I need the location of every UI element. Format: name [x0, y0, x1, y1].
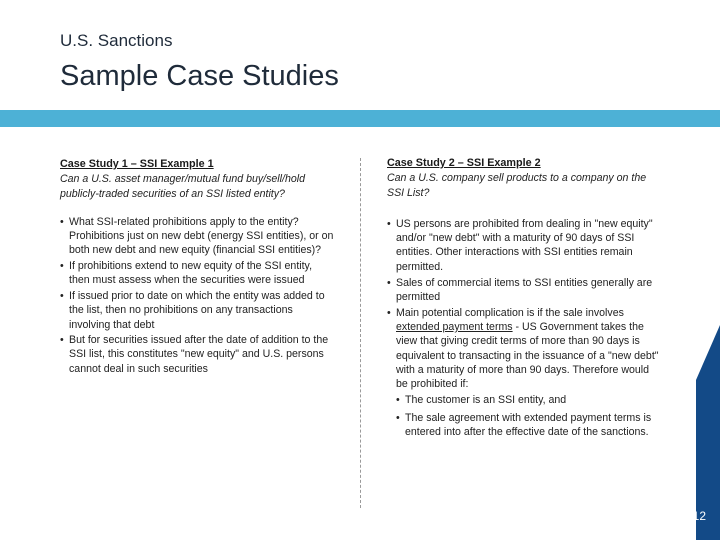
page-title: Sample Case Studies: [60, 60, 339, 92]
list-item: • If prohibitions extend to new equity of the SSI entity, then must assess when the securities were issued: [60, 259, 335, 288]
list-item: • US persons are prohibited from dealing in "new equity" and/or "new debt" with a maturity of 90 days of SSI entities. Other interactions with SSI entities remain permitted.: [387, 217, 659, 274]
case-study-2-heading: Case Study 2 – SSI Example 2: [387, 157, 541, 169]
case-study-2-bullets: [387, 217, 659, 439]
section-eyebrow: U.S. Sanctions: [60, 31, 173, 50]
case-study-1: [60, 157, 335, 377]
list-item: • But for securities issued after the date of addition to the SSI list, this constitutes "new equity" and U.S. persons cannot deal in such securities: [60, 333, 335, 376]
case-study-2: [387, 156, 659, 442]
list-item: • What SSI-related prohibitions apply to the entity? Prohibitions just on new debt (energy SSI entities), or on both new debt and new equity (financial SSI entities)?: [60, 215, 335, 258]
case-study-1-bullets: [60, 215, 335, 376]
sub-bullets: [396, 393, 659, 439]
list-item: • The customer is an SSI entity, and: [396, 393, 659, 407]
list-item: • The sale agreement with extended payment terms is entered into after the effective date of the sanctions.: [396, 411, 659, 440]
list-item: • If issued prior to date on which the entity was added to the list, then no prohibitions on any transactions involving that debt: [60, 289, 335, 332]
list-item: [387, 306, 659, 440]
bullet-text: - US Government takes the view that giving credit terms of more than 90 days is equivalent to transacting in the issuance of a "new debt" with a maturity of more than 90 days. Therefore would be prohibited if:: [396, 320, 659, 391]
page-number: 12: [692, 509, 706, 523]
corner-accent-shape: [696, 325, 720, 540]
case-study-1-question: Can a U.S. asset manager/mutual fund buy/sell/hold publicly-traded securities of an SSI listed entity?: [60, 173, 305, 200]
extended-payment-terms-text: extended payment terms: [396, 320, 513, 333]
bullet-text: Main potential complication is if the sale involves: [396, 306, 624, 319]
header-accent-band: [0, 110, 720, 127]
case-study-1-heading: Case Study 1 – SSI Example 1: [60, 158, 214, 170]
column-divider: [360, 158, 361, 508]
list-item: • Sales of commercial items to SSI entities generally are permitted: [387, 276, 659, 305]
corner-accent: [680, 0, 720, 540]
case-study-2-question: Can a U.S. company sell products to a company on the SSI List?: [387, 172, 647, 199]
